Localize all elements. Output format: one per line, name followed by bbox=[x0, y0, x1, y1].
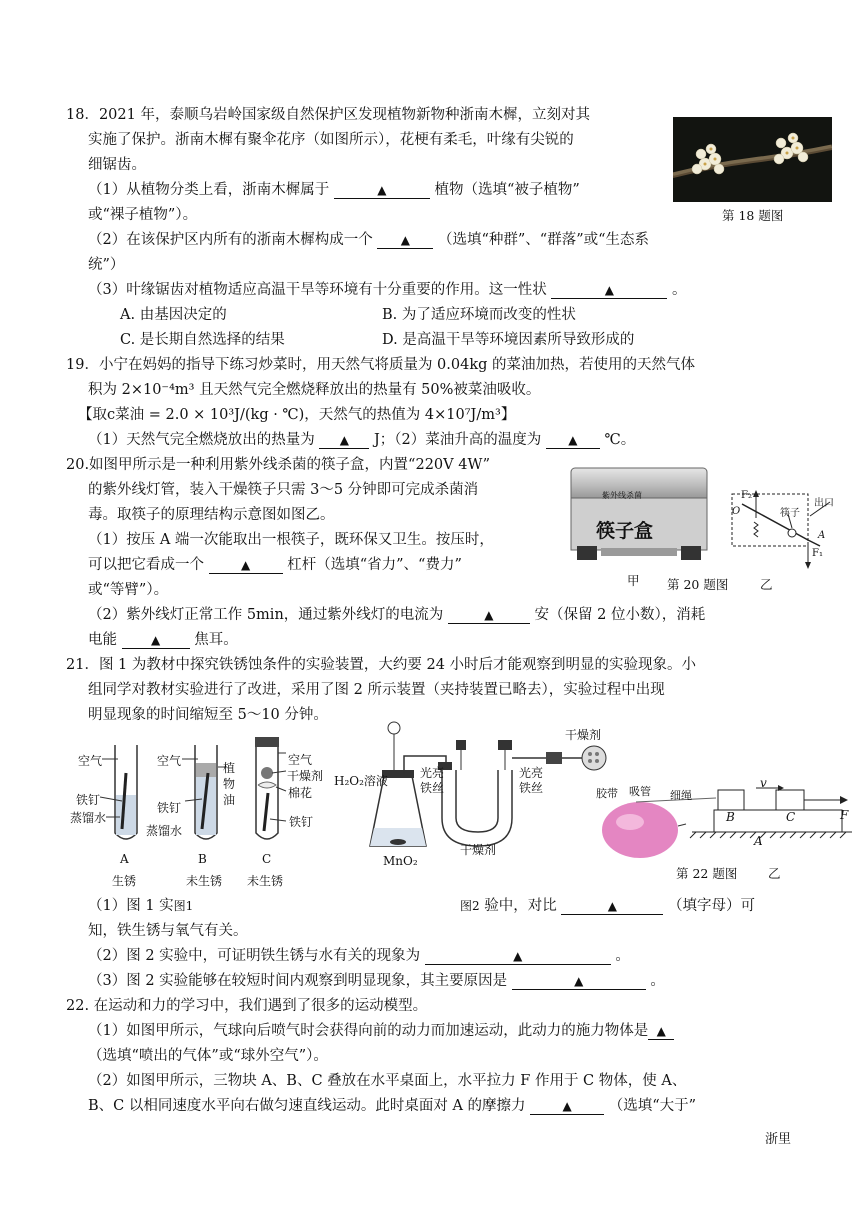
answer-blank[interactable]: ▲ bbox=[512, 973, 646, 990]
fig1-result-a: 生锈 bbox=[112, 874, 137, 888]
q18-part2: （2）在该保护区内所有的浙南木樨构成一个 ▲ （选填“种群”、“群落”或“生态系 bbox=[88, 232, 650, 248]
q22-caption-yi: 乙 bbox=[768, 866, 781, 881]
q18-option-b: B. 为了适应环境而改变的性状 bbox=[382, 307, 576, 323]
answer-blank[interactable]: ▲ bbox=[122, 632, 190, 649]
q21-line1: 21．图 1 为教材中探究铁锈蚀条件的实验装置，大约要 24 小时后才能观察到明显的实验现象。小 bbox=[66, 657, 697, 673]
answer-blank[interactable]: ▲ bbox=[530, 1098, 604, 1115]
fig1-label-air-a: 空气 bbox=[78, 754, 103, 768]
fig2-caption: 图2 bbox=[460, 899, 480, 913]
q20-label-chopstick: 筷子 bbox=[780, 508, 800, 519]
q20-line3: 毒。取筷子的原理结构示意图如图乙。 bbox=[88, 507, 335, 523]
q19-line1: 19．小宁在妈妈的指导下练习炒菜时，用天然气将质量为 0.04kg 的菜油加热，若使用的天然气体 bbox=[66, 357, 696, 373]
q22-line1: 22. 在运动和力的学习中，我们遇到了很多的运动模型。 bbox=[66, 998, 428, 1014]
q22-label-v: v bbox=[760, 776, 767, 790]
page-footer: 浙里 bbox=[765, 1132, 792, 1147]
fig1-caption: 图1 bbox=[173, 899, 194, 913]
q18-option-c: C. 是长期自然选择的结果 bbox=[120, 332, 285, 348]
q20-caption-yi: 乙 bbox=[760, 577, 773, 592]
fig1-label-water-b: 蒸馏水 bbox=[146, 824, 183, 838]
fig2-label-h2o2: H₂O₂溶液 bbox=[334, 774, 388, 788]
fig1-label-air-b: 空气 bbox=[157, 754, 182, 768]
q20-label-a: A bbox=[818, 530, 826, 541]
answer-blank[interactable]: ▲ bbox=[377, 232, 433, 249]
q21-part2: （2）图 2 实验中，可证明铁生锈与水有关的现象为 ▲ 。 bbox=[88, 948, 630, 964]
q20-box-label: 筷子盒 bbox=[596, 520, 654, 542]
q22-label-f: F bbox=[840, 808, 849, 822]
fig1-tube-b: B bbox=[198, 852, 207, 866]
q19-line4: （1）天然气完全燃烧放出的热量为 ▲ J；（2）菜油升高的温度为 ▲ ℃。 bbox=[88, 432, 636, 448]
q19-line3: 【取c菜油 = 2.0 × 10³J/(kg · ℃)，天然气的热值为 4×10⁷J/m³】 bbox=[78, 407, 516, 423]
q20-lever-diagram bbox=[728, 488, 858, 580]
fig1-label-cotton: 棉花 bbox=[288, 786, 313, 800]
q21-part1-cont: 知，铁生锈与氧气有关。 bbox=[88, 923, 248, 939]
answer-blank[interactable]: ▲ bbox=[319, 432, 369, 449]
answer-blank[interactable]: ▲ bbox=[425, 948, 611, 965]
q19-line2: 积为 2×10⁻⁴m³ 且天然气完全燃烧释放出的热量有 50%被菜油吸收。 bbox=[88, 382, 541, 398]
q22-part2-cont: B、C 以相同速度水平向右做匀速直线运动。此时桌面对 A 的摩擦力 ▲ （选填“大于” bbox=[88, 1098, 697, 1114]
fig1-tube-c: C bbox=[262, 852, 272, 866]
q22-label-straw: 吸管 bbox=[629, 785, 651, 798]
q20-chopstick-box-photo bbox=[565, 462, 713, 568]
q18-line3: 细锯齿。 bbox=[88, 157, 146, 173]
fig1-label-water-a: 蒸馏水 bbox=[70, 811, 107, 825]
q20-label-f1: F₁ bbox=[812, 548, 823, 559]
q20-line4: （1）按压 A 端一次能取出一根筷子，既环保又卫生。按压时， bbox=[88, 532, 494, 548]
q22-label-a: A bbox=[754, 834, 763, 848]
fig1-result-b: 未生锈 bbox=[186, 874, 223, 888]
fig2-label-desiccant-top: 干燥剂 bbox=[565, 728, 602, 742]
q20-label-f2: F₂ bbox=[741, 490, 752, 501]
q22-label-c: C bbox=[786, 810, 796, 824]
q22-part1: （1）如图甲所示，气球向后喷气时会获得向前的动力而加速运动，此动力的施力物体是 ▲ bbox=[88, 1021, 674, 1041]
q20-line6: 或“等臂”）。 bbox=[88, 582, 169, 598]
q20-line5: 可以把它看成一个 ▲ 杠杆（选填“省力”、“费力” bbox=[88, 557, 462, 573]
q18-part2-cont: 统”） bbox=[88, 257, 125, 273]
q18-line1: 18．2021 年，泰顺乌岩岭国家级自然保护区发现植物新物种浙南木樨，立刻对其 bbox=[66, 107, 590, 123]
q21-part1-b: 图2 验中，对比 ▲ （填字母）可 bbox=[460, 898, 755, 914]
q20-line1: 20.如图甲所示是一种利用紫外线杀菌的筷子盒，内置“220V 4W” bbox=[66, 457, 491, 473]
q21-line3: 明显现象的时间缩短至 5～10 分钟。 bbox=[88, 707, 328, 723]
q20-line8: 电能 ▲ 焦耳。 bbox=[88, 632, 238, 648]
answer-blank[interactable]: ▲ bbox=[561, 898, 663, 915]
q22-label-tape: 胶带 bbox=[596, 787, 618, 800]
q22-label-rope: 细绳 bbox=[670, 789, 692, 802]
q18-part3: （3）叶缘锯齿对植物适应高温干旱等环境有十分重要的作用。这一性状 ▲ 。 bbox=[88, 282, 687, 298]
fig1-label-desiccant: 干燥剂 bbox=[287, 769, 324, 783]
q18-option-d: D. 是高温干旱等环境因素所导致形成的 bbox=[382, 332, 635, 348]
fig1-tube-a: A bbox=[120, 852, 129, 866]
q22-figure-caption: 第 22 题图 bbox=[676, 866, 738, 881]
q20-line7: （2）紫外线灯正常工作 5min，通过紫外线灯的电流为 ▲ 安（保留 2 位小数），消耗 bbox=[88, 607, 706, 623]
fig1-label-nail-c: 铁钉 bbox=[289, 815, 314, 829]
answer-blank[interactable]: ▲ bbox=[334, 182, 430, 199]
fig2-label-mno2: MnO₂ bbox=[383, 854, 418, 868]
answer-blank[interactable]: ▲ bbox=[648, 1023, 674, 1040]
q18-part1: （1）从植物分类上看，浙南木樨属于 ▲ 植物（选填“被子植物” bbox=[88, 182, 580, 198]
q21-part1: （1）图 1 实图1 bbox=[88, 898, 194, 914]
q20-label-o: O bbox=[732, 506, 741, 517]
q18-part1-cont: 或“裸子植物”）。 bbox=[88, 207, 198, 223]
q21-line2: 组同学对教材实验进行了改进，采用了图 2 所示装置（夹持装置已略去），实验过程中出现 bbox=[88, 682, 665, 698]
answer-blank[interactable]: ▲ bbox=[209, 557, 283, 574]
fig1-label-oil: 植物油 bbox=[223, 761, 236, 807]
fig2-label-wire1: 光亮铁丝 bbox=[420, 766, 445, 795]
q18-line2: 实施了保护。浙南木樨有聚伞花序（如图所示），花梗有柔毛，叶缘有尖锐的 bbox=[88, 132, 574, 148]
answer-blank[interactable]: ▲ bbox=[551, 282, 667, 299]
answer-blank[interactable]: ▲ bbox=[546, 432, 600, 449]
q20-label-exit: 出口 bbox=[814, 498, 834, 509]
q20-line2: 的紫外线灯管，装入干燥筷子只需 3～5 分钟即可完成杀菌消 bbox=[88, 482, 479, 498]
q22-label-b: B bbox=[726, 810, 735, 824]
answer-blank[interactable]: ▲ bbox=[448, 607, 530, 624]
fig2-label-wire2: 光亮铁丝 bbox=[519, 766, 544, 795]
q22-part1-cont: （选填“喷出的气体”或“球外空气”）。 bbox=[88, 1048, 328, 1064]
fig1-label-nail-b: 铁钉 bbox=[157, 801, 182, 815]
q21-part3: （3）图 2 实验能够在较短时间内观察到明显现象，其主要原因是 ▲ 。 bbox=[88, 973, 665, 989]
fig2-label-desiccant-u: 干燥剂 bbox=[460, 843, 497, 857]
fig1-result-c: 未生锈 bbox=[247, 874, 284, 888]
q18-option-a: A. 由基因决定的 bbox=[120, 307, 227, 323]
q20-caption-jia: 甲 bbox=[627, 573, 640, 588]
q20-box-small-text: 紫外线杀菌 bbox=[602, 491, 642, 500]
fig1-label-nail-a: 铁钉 bbox=[76, 793, 101, 807]
q20-figure-caption: 第 20 题图 bbox=[667, 577, 729, 592]
q18-flower-photo bbox=[673, 117, 832, 202]
fig1-label-air-c: 空气 bbox=[288, 753, 313, 767]
q22-part2: （2）如图甲所示，三物块 A、B、C 叠放在水平桌面上，水平拉力 F 作用于 C 物体，使 A、 bbox=[88, 1073, 687, 1089]
q18-figure-caption: 第 18 题图 bbox=[722, 208, 784, 223]
